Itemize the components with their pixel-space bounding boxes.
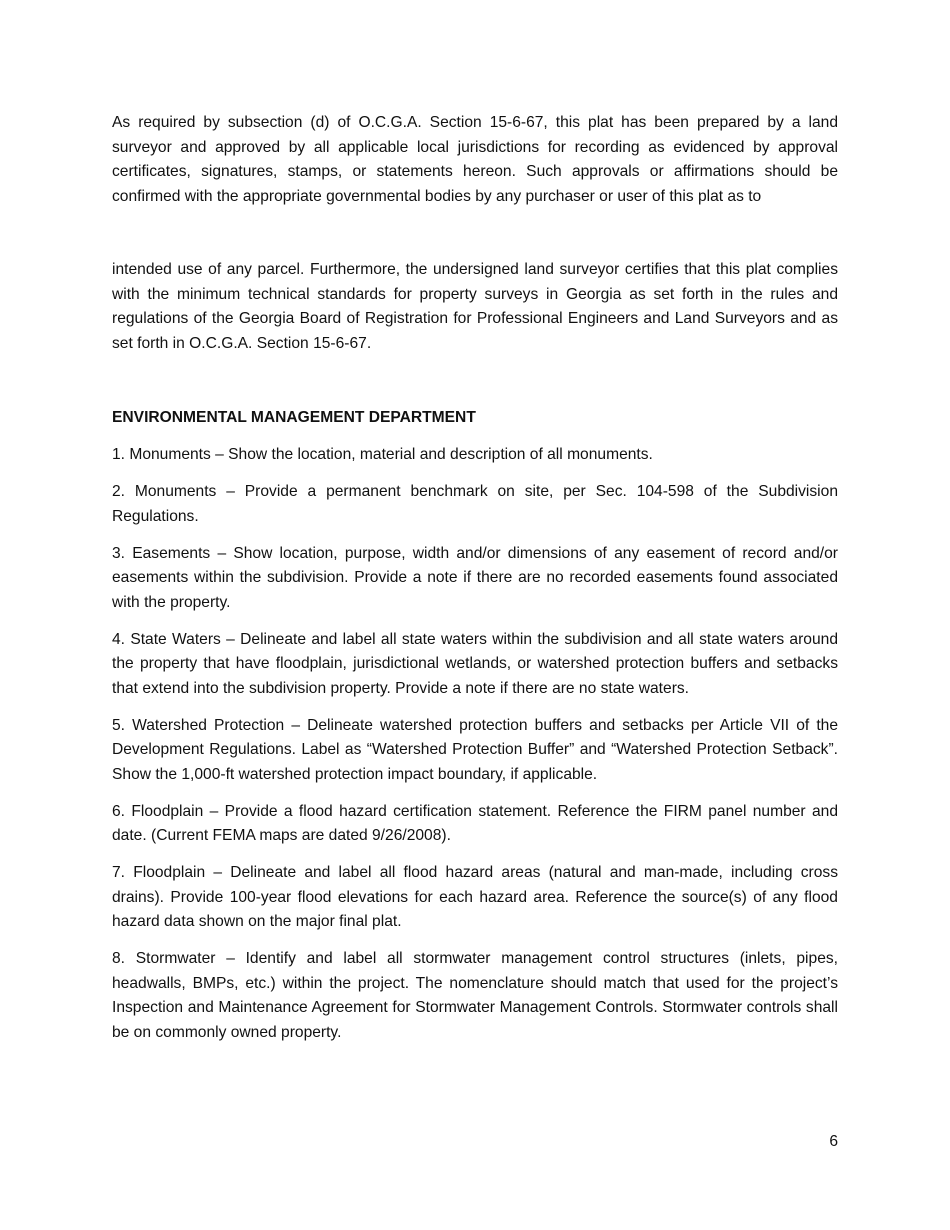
list-item: 7. Floodplain – Delineate and label all flood hazard areas (natural and man-made, including cross drains). Provide 100-year flood elevations for each hazard area. Reference the source(s) of any flood hazard data shown on the major final plat. <box>112 864 838 930</box>
requirements-list <box>112 443 838 1058</box>
page-number: 6 <box>829 1133 838 1150</box>
intro-paragraph-1-block <box>112 111 838 209</box>
list-item: 5. Watershed Protection – Delineate watershed protection buffers and setbacks per Article VII of the Development Regulations. Label as “Watershed Protection Buffer” and “Watershed Protection Setback”. Show the 1,000-ft watershed protection impact boundary, if applicable. <box>112 716 838 783</box>
list-item: 2. Monuments – Provide a permanent benchmark on site, per Sec. 104-598 of the Subdivision Regulations. <box>112 483 838 525</box>
intro-paragraph-2-block <box>112 258 838 356</box>
intro-paragraph-2: intended use of any parcel. Furthermore, the undersigned land surveyor certifies that this plat complies with the minimum technical standards for property surveys in Georgia as set forth in the rules and regulations of the Georgia Board of Registration for Professional Engineers and Land Surveyors and as set forth in O.C.G.A. Section 15-6-67. <box>112 261 838 352</box>
list-item: 1. Monuments – Show the location, material and description of all monuments. <box>112 446 653 463</box>
intro-paragraph-1: As required by subsection (d) of O.C.G.A. Section 15-6-67, this plat has been prepared by a land surveyor and approved by all applicable local jurisdictions for recording as evidenced by approval certificates, signatures, stamps, or statements hereon. Such approvals or affirmations should be confirmed with the appropriate governmental bodies by any purchaser or user of this plat as to <box>112 114 838 205</box>
list-item: 6. Floodplain – Provide a flood hazard certification statement. Reference the FIRM panel number and date. (Current FEMA maps are dated 9/26/2008). <box>112 802 838 844</box>
section-heading: ENVIRONMENTAL MANAGEMENT DEPARTMENT <box>112 409 476 426</box>
list-item: 4. State Waters – Delineate and label all state waters within the subdivision and all state waters around the property that have floodplain, jurisdictional wetlands, or watershed protection buffers and setbacks that extend into the subdivision property. Provide a note if there are no state waters. <box>112 630 838 697</box>
list-item: 3. Easements – Show location, purpose, width and/or dimensions of any easement of record and/or easements within the subdivision. Provide a note if there are no recorded easements found associated with the property. <box>112 544 838 611</box>
list-item: 8. Stormwater – Identify and label all stormwater management control structures (inlets, pipes, headwalls, BMPs, etc.) within the project. The nomenclature should match that used for the project’s Inspection and Maintenance Agreement for Stormwater Management Controls. Stormwater controls shall be on commonly owned property. <box>112 950 838 1041</box>
